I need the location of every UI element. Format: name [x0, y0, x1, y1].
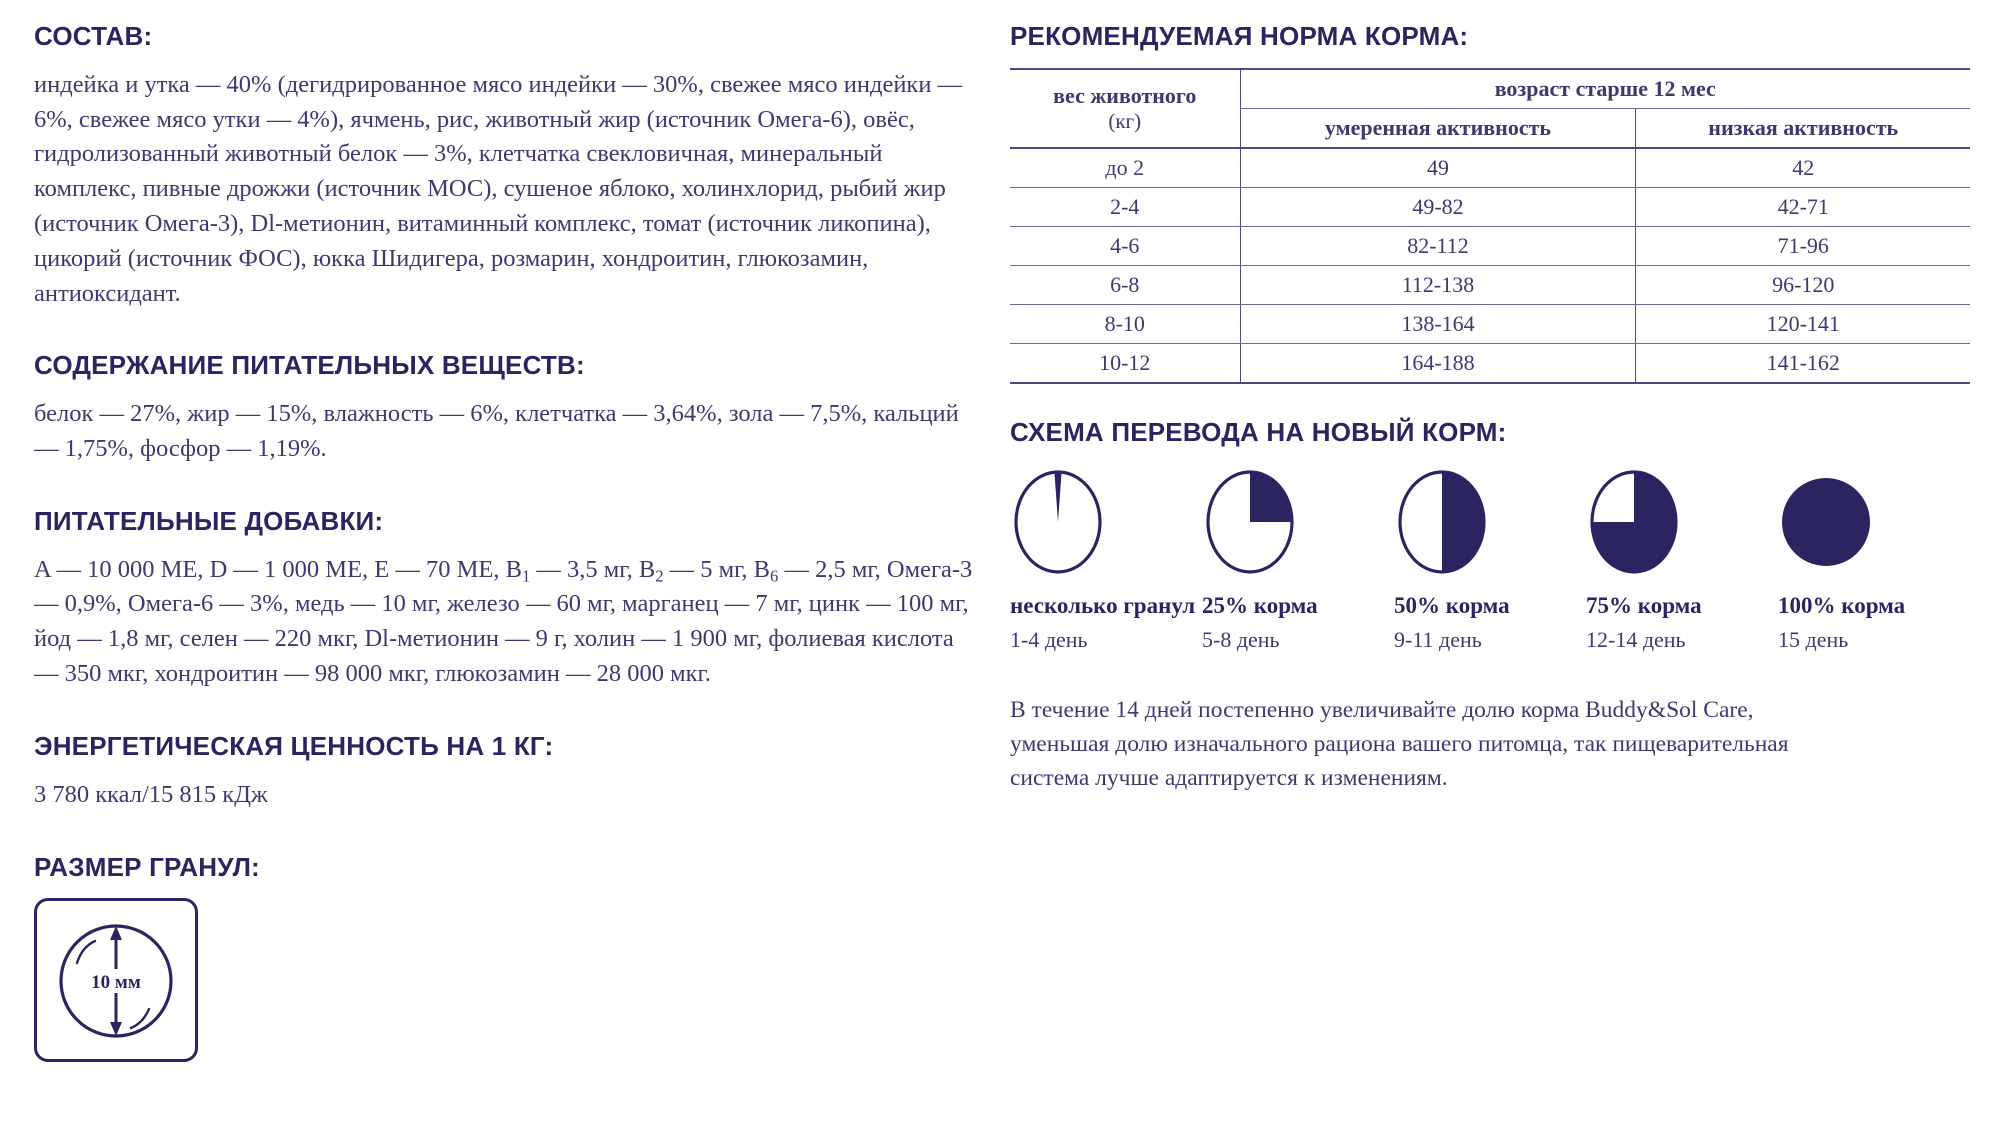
- table-row: [1010, 187, 1970, 226]
- granule-kibble-icon: [37, 901, 195, 1059]
- cell-moderate: 112-138: [1240, 265, 1636, 304]
- transition-step: [1586, 466, 1778, 654]
- energy-text: 3 780 ккал/15 815 кДж: [34, 780, 268, 808]
- additives-text-part1: A — 10 000 МЕ, D — 1 000 МЕ, E — 70 МЕ, B: [34, 555, 522, 583]
- transition-step-label: несколько гранул: [1010, 592, 1196, 618]
- pie-chart-sliver-icon: [1010, 468, 1106, 576]
- pie-wrap: [1010, 466, 1202, 578]
- header-animal-weight-line1: вес животного: [1053, 82, 1197, 108]
- transition-scheme-heading: СХЕМА ПЕРЕВОДА НА НОВЫЙ КОРМ:: [1010, 416, 1507, 447]
- header-animal-weight-units: (кг): [1108, 108, 1142, 133]
- granule-size-heading: РАЗМЕР ГРАНУЛ:: [34, 851, 260, 882]
- cell-moderate: 164-188: [1240, 343, 1636, 383]
- cell-low: 42-71: [1636, 187, 1970, 226]
- granule-size-diagram: [34, 898, 198, 1062]
- cell-low: 96-120: [1636, 265, 1970, 304]
- pie-wrap: [1778, 466, 1970, 578]
- cell-moderate: 49: [1240, 148, 1636, 188]
- composition-block: [34, 22, 974, 311]
- transition-step-days: 1-4 день: [1010, 626, 1088, 652]
- feeding-guide-table: [1010, 68, 1970, 384]
- transition-step-days: 12-14 день: [1586, 626, 1686, 652]
- energy-heading: ЭНЕРГЕТИЧЕСКАЯ ЦЕННОСТЬ НА 1 КГ:: [34, 730, 554, 761]
- transition-step-days: 15 день: [1778, 626, 1849, 652]
- transition-step: [1778, 466, 1970, 654]
- transition-step: [1394, 466, 1586, 654]
- additives-text: [34, 553, 974, 692]
- table-row: [1010, 265, 1970, 304]
- feeding-table-body: [1010, 148, 1970, 383]
- additives-heading: ПИТАТЕЛЬНЫЕ ДОБАВКИ:: [34, 505, 384, 536]
- transition-steps-row: [1010, 466, 1970, 654]
- transition-step-label: 75% корма: [1586, 592, 1702, 618]
- cell-weight: до 2: [1010, 148, 1240, 188]
- cell-low: 71-96: [1636, 226, 1970, 265]
- additives-text-part2: — 3,5 мг, B: [530, 555, 656, 583]
- energy-block: [34, 732, 974, 813]
- feeding-guide-block: [1010, 22, 1970, 384]
- granule-size-label: 10 мм: [91, 972, 141, 994]
- header-low-activity: низкая активность: [1636, 108, 1970, 148]
- header-animal-weight: [1010, 69, 1240, 148]
- vitamin-b1-subscript: 1: [521, 566, 531, 586]
- additives-text-part3: — 5 мг, B: [663, 555, 771, 583]
- table-header-row-1: [1010, 69, 1970, 109]
- cell-moderate: 138-164: [1240, 304, 1636, 343]
- cell-weight: 10-12: [1010, 343, 1240, 383]
- pie-chart-75-icon: [1586, 468, 1682, 576]
- composition-heading: СОСТАВ:: [34, 21, 153, 51]
- vitamin-b2-subscript: 2: [655, 566, 664, 586]
- table-row: [1010, 343, 1970, 383]
- pie-chart-25-icon: [1202, 468, 1298, 576]
- left-column: [34, 22, 974, 1102]
- transition-step-days: 5-8 день: [1202, 626, 1280, 652]
- pie-wrap: [1394, 466, 1586, 578]
- transition-step-label: 50% корма: [1394, 592, 1510, 618]
- nutrients-block: [34, 351, 974, 466]
- table-row: [1010, 148, 1970, 188]
- feeding-guide-heading: РЕКОМЕНДУЕМАЯ НОРМА КОРМА:: [1010, 21, 1469, 51]
- transition-step-days: 9-11 день: [1394, 626, 1482, 652]
- transition-step-label: 100% корма: [1778, 592, 1906, 618]
- nutrients-heading: СОДЕРЖАНИЕ ПИТАТЕЛЬНЫХ ВЕЩЕСТВ:: [34, 350, 585, 381]
- cell-low: 42: [1636, 148, 1970, 188]
- cell-moderate: 49-82: [1240, 187, 1636, 226]
- header-age-group: возраст старше 12 мес: [1240, 69, 1970, 109]
- cell-moderate: 82-112: [1240, 226, 1636, 265]
- transition-step: [1010, 466, 1202, 654]
- transition-step: [1202, 466, 1394, 654]
- table-row: [1010, 304, 1970, 343]
- cell-weight: 4-6: [1010, 226, 1240, 265]
- cell-low: 141-162: [1636, 343, 1970, 383]
- feeding-table-head: [1010, 69, 1970, 148]
- additives-block: [34, 507, 974, 692]
- transition-scheme-block: [1010, 418, 1970, 796]
- granule-size-block: [34, 853, 974, 1063]
- cell-weight: 2-4: [1010, 187, 1240, 226]
- nutrients-text: белок — 27%, жир — 15%, влажность — 6%, клетчатка — 3,64%, зола — 7,5%, кальций — 1,75%, фосфор — 1,19%.: [34, 400, 959, 463]
- transition-step-label: 25% корма: [1202, 592, 1318, 618]
- transition-note: В течение 14 дней постепенно увеличивайте долю корма Buddy&Sol Care, уменьшая долю изначального рациона вашего питомца, так пищеварительная система лучше адаптируется к изменениям.: [1010, 697, 1789, 792]
- vitamin-b6-subscript: 6: [770, 566, 779, 586]
- pie-chart-50-icon: [1394, 468, 1490, 576]
- cell-weight: 8-10: [1010, 304, 1240, 343]
- cell-low: 120-141: [1636, 304, 1970, 343]
- right-column: [1010, 22, 1970, 819]
- cell-weight: 6-8: [1010, 265, 1240, 304]
- pie-chart-100-icon: [1778, 468, 1874, 576]
- additives-text-part4: — 2,5 мг, Омега-3 — 0,9%, Омега-6 — 3%, медь — 10 мг, железо — 60 мг, марганец — 7 мг, цинк — 100 мг, йод — 1,8 мг, селен — 220 мкг, Dl-метионин — 9 г, холин — 1 900 мг, фолиевая кислота — 350 мкг, хондроитин — 98 000 мкг, глюкозамин — 28 000 мкг.: [34, 555, 973, 688]
- composition-text: индейка и утка — 40% (дегидрированное мясо индейки — 30%, свежее мясо индейки — 6%, свежее мясо утки — 4%), ячмень, рис, животный жир (источник Омега-6), овёс, гидролизованный животный белок — 3%, клетчатка свекловичная, минеральный комплекс, пивные дрожжи (источник МОС), сушеное яблоко, холинхлорид, рыбий жир (источник Омега-3), Dl-метионин, витаминный комплекс, томат (источник ликопина), цикорий (источник ФОС), юкка Шидигера, розмарин, хондроитин, глюкозамин, антиоксидант.: [34, 70, 963, 307]
- header-moderate-activity: умеренная активность: [1240, 108, 1636, 148]
- pie-wrap: [1202, 466, 1394, 578]
- table-row: [1010, 226, 1970, 265]
- pie-wrap: [1586, 466, 1778, 578]
